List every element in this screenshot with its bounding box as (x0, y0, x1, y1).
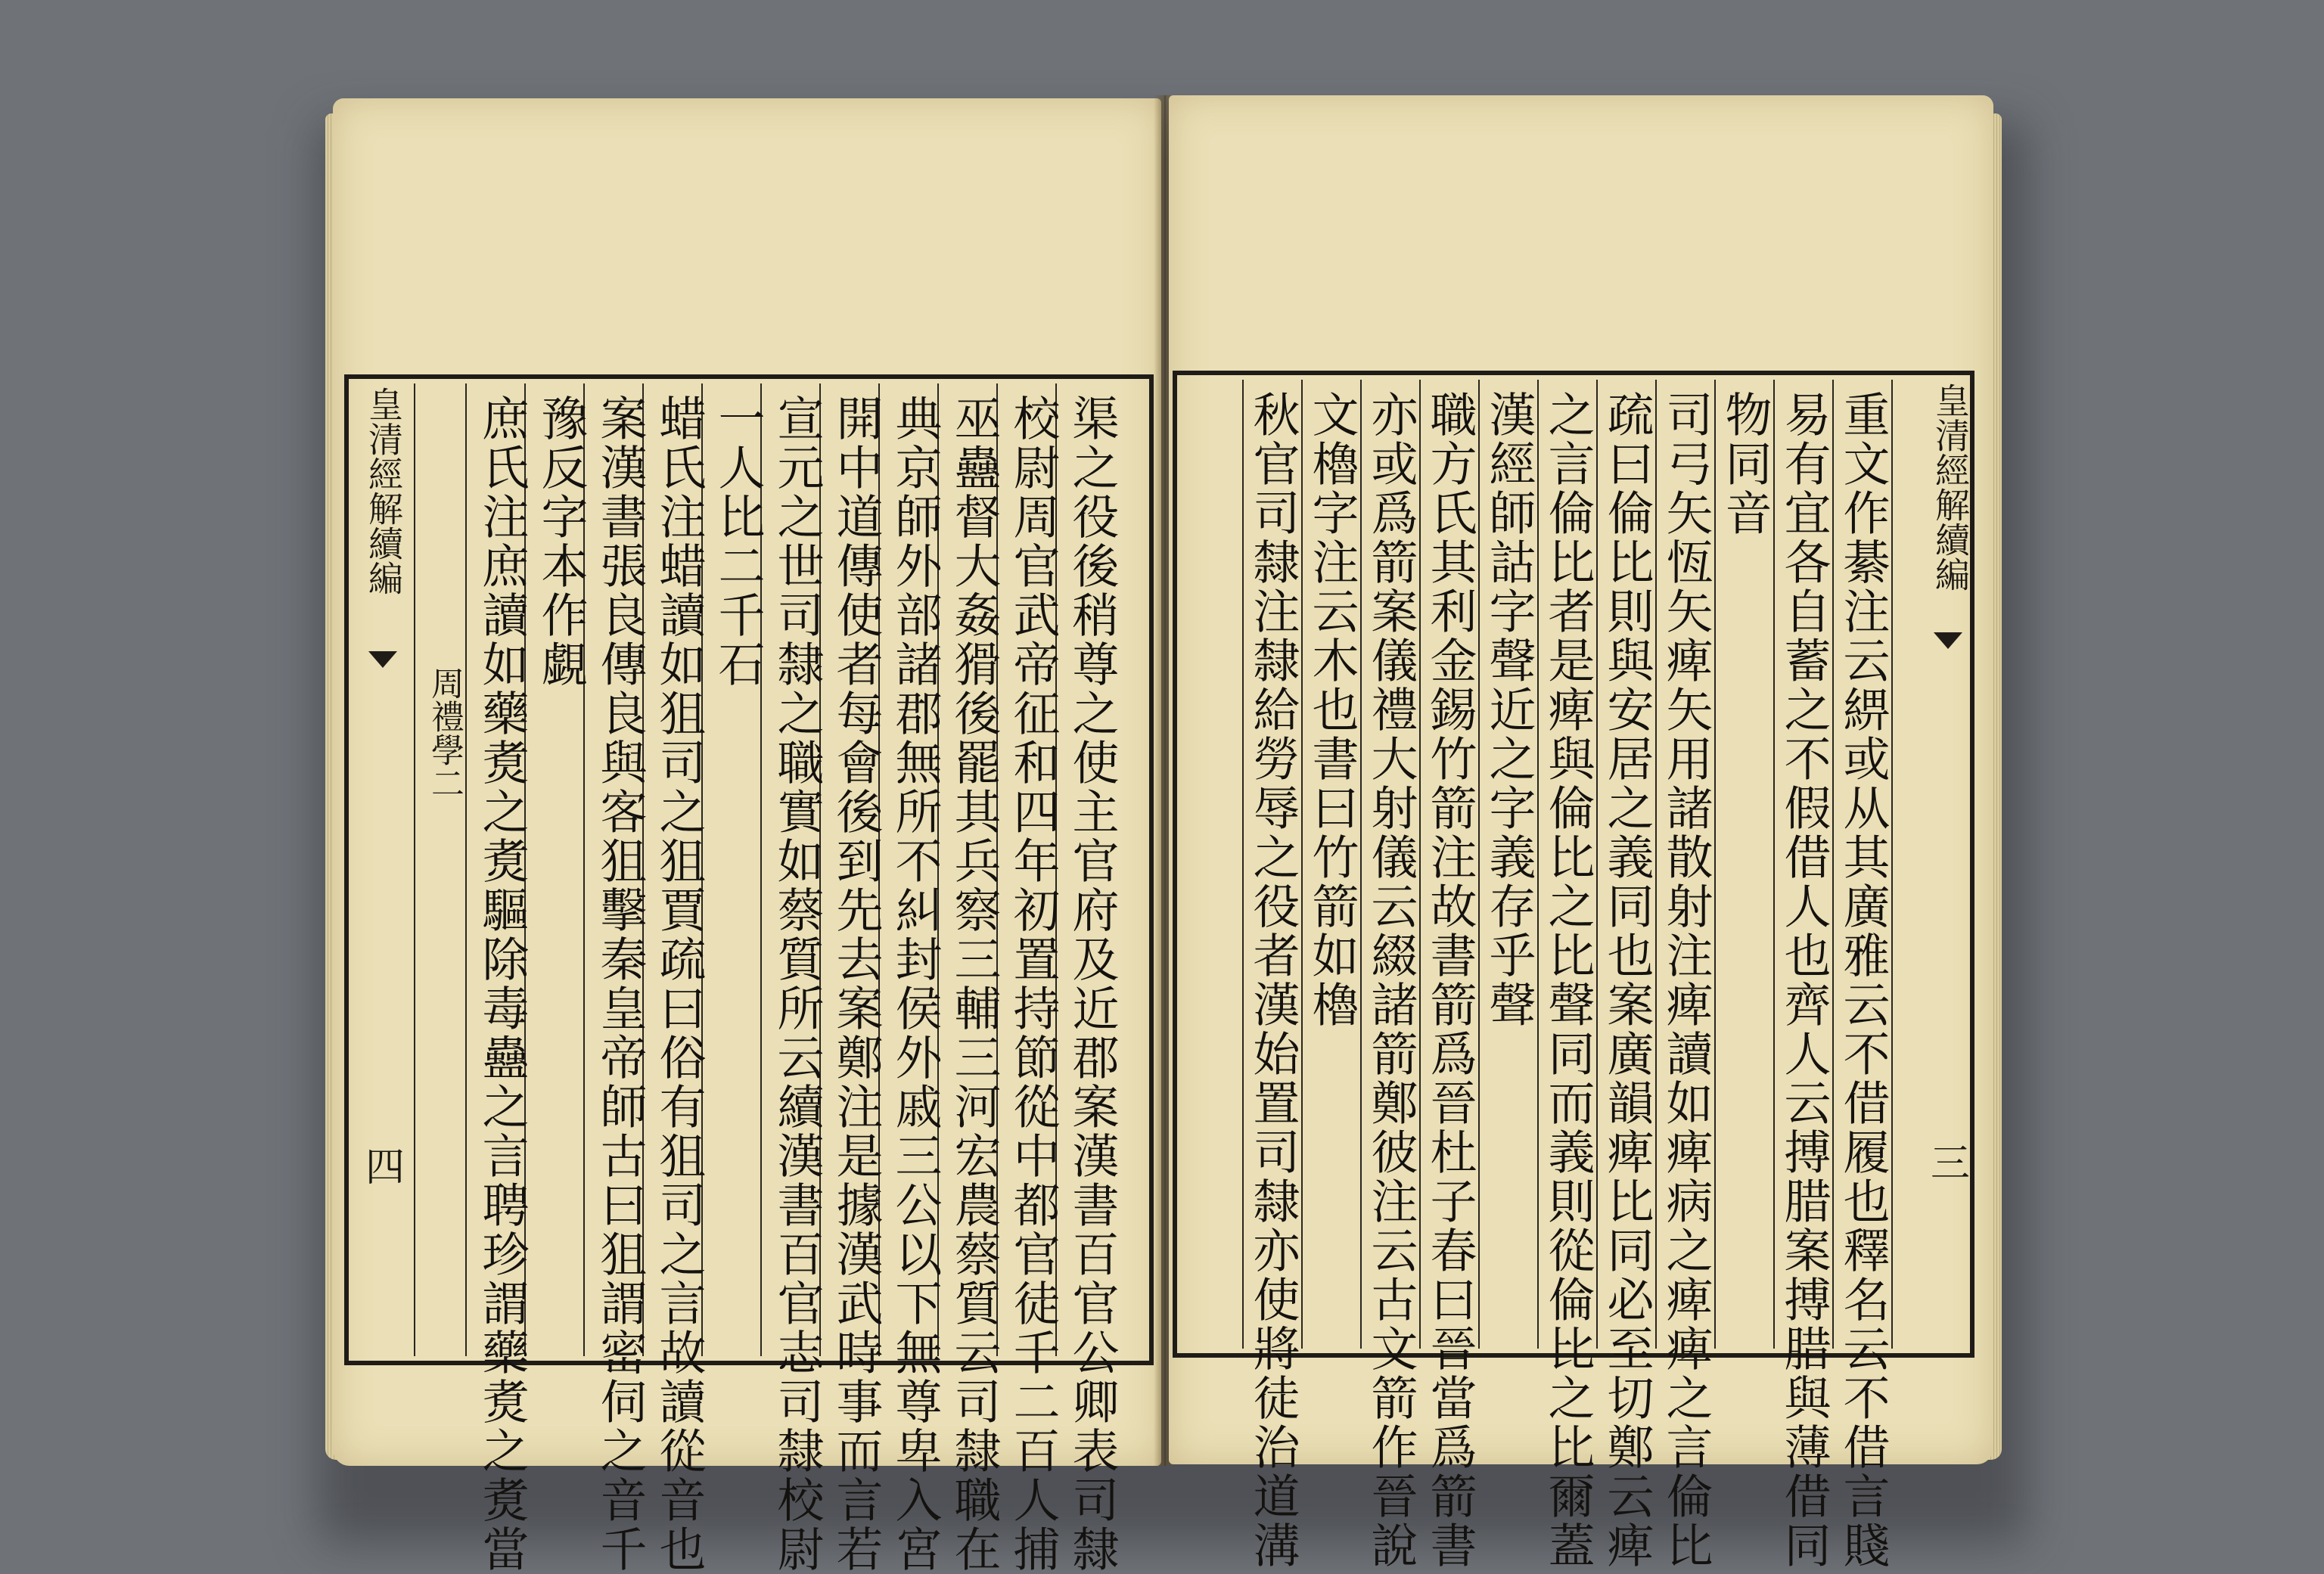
text-column: 疏曰倫比則與安居之義同也案廣韻痺比同必至切鄭云痺 (1599, 390, 1654, 1570)
right-page-text-frame (1173, 371, 1974, 1570)
text-column: 文櫓字注云木也書曰竹箭如櫓 (1304, 390, 1359, 1029)
text-column: 案漢書張良傳良與客狙擊秦皇帝師古曰狙謂密伺之音千 (592, 394, 648, 1574)
text-column: 校尉周官武帝征和四年初置持節從中都官徒千二百人捕 (1005, 394, 1061, 1574)
fishtail-mark (368, 651, 397, 668)
text-column: 亦或爲箭案儀禮大射儀云綴諸箭鄭彼注云古文箭作晉說 (1363, 390, 1418, 1570)
column-rule (414, 383, 415, 1356)
text-column: 之言倫比者是痺與倫比之比聲同而義則從倫比之比爾蓋 (1540, 390, 1595, 1570)
text-column: 職方氏其利金錫竹箭注故書箭爲晉杜子春曰晉當爲箭書 (1422, 390, 1477, 1570)
text-column: 易有宜各自蓄之不假借人也齊人云搏腊案搏腊與薄借同 (1776, 390, 1832, 1570)
folio-number: 三 (1931, 1141, 1971, 1187)
text-column: 秋官司隸注隸給勞辱之役者漢始置司隸亦使將徒治道溝 (1245, 390, 1300, 1570)
text-column: 開中道傳使者每會後到先去案鄭注是據漢武時事而言若 (828, 394, 884, 1574)
column-rule (465, 383, 467, 1356)
center-column-title: 皇清經解續編 (1930, 383, 1971, 591)
text-column: 蜡氏注蜡讀如狙司之狙賈疏曰俗有狙司之言故讀從音也 (651, 394, 707, 1574)
center-column-title: 皇清經解續編 (363, 387, 404, 595)
text-column: 巫蠱督大姦猾後罷其兵察三輔三河宏農蔡質云司隸職在 (946, 394, 1002, 1574)
text-column: 一人比二千石 (710, 394, 766, 689)
text-column: 司弓矢恆矢痺矢用諸散射注痺讀如痺病之痺痺之言倫比 (1658, 390, 1713, 1570)
center-column-chapter: 周禮學二 (425, 666, 464, 799)
text-column: 漢經師詁字聲近之字義存乎聲 (1481, 390, 1536, 1029)
text-column: 物同音 (1717, 390, 1773, 538)
text-column: 庶氏注庶讀如藥煑之煑驅除毒蠱之言聘珍謂藥煑之煑當 (474, 394, 530, 1574)
text-column: 典京師外部諸郡無所不糾封侯外戚三公以下無尊卑入宮 (887, 394, 943, 1574)
text-column: 宣元之世司隸之職實如蔡質所云續漢書百官志司隸校尉 (769, 394, 825, 1574)
text-column: 渠之役後稍尊之使主官府及近郡案漢書百官公卿表司隸 (1064, 394, 1120, 1574)
fishtail-mark (1934, 632, 1962, 649)
text-column: 重文作綦注云綥或从其廣雅云不借履也釋名云不借言賤 (1835, 390, 1891, 1570)
left-page-text-frame (344, 374, 1154, 1574)
folio-number: 四 (365, 1145, 405, 1191)
text-column: 豫反字本作覷 (533, 394, 589, 689)
